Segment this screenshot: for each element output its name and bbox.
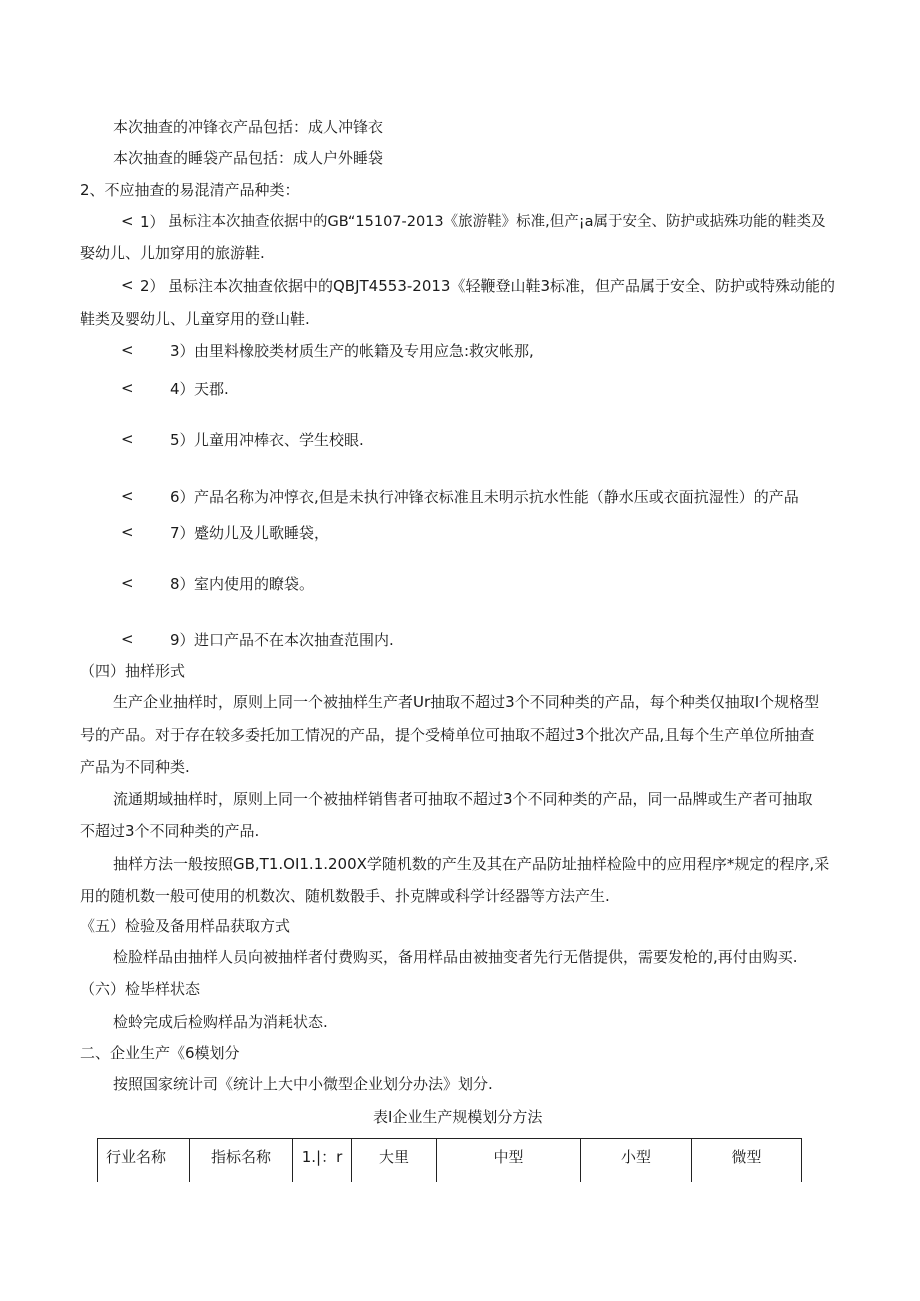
- sample-state-heading: （六）检毕样状态: [80, 980, 201, 998]
- item-number: 3）: [170, 342, 195, 360]
- table-title: 表I企业生产规模划分方法: [373, 1108, 543, 1126]
- enterprise-heading: 二、企业生产《6模划分: [80, 1044, 240, 1062]
- sampling-form-heading: （四）抽样形式: [80, 662, 186, 680]
- item-text-line: 娶幼儿、儿加穿用的旅游鞋.: [80, 244, 265, 262]
- lt-marker: <: [121, 212, 134, 230]
- header-unit: 1.|：r: [293, 1139, 352, 1183]
- item-number: 5）: [170, 431, 195, 449]
- header-medium: 中型: [437, 1139, 581, 1183]
- item-number: 7）: [170, 524, 195, 542]
- item-text-line: 室内使用的瞭袋。: [194, 575, 315, 593]
- item-text-line: 虽标注本次抽查依据中的QBJT4553-2013《轻鞭登山鞋3标准，但产品属于安全、防护或特殊动能的: [168, 277, 835, 295]
- item-text-line: 虽标注本次抽查依据中的GB“15107-2013《旅游鞋》标准,但产¡a属于安全、防护或掂殊功能的鞋类及: [168, 214, 826, 230]
- sample-acquisition-heading: 《五）检验及备用样品获取方式: [80, 917, 291, 935]
- enterprise-text: 按照国家统计司《统计上大中小微型企业划分办法》划分.: [113, 1075, 493, 1093]
- paragraph-line: 生产企业抽样时，原则上同一个被抽样生产者Ur抽取不超过3个不同种类的产品，每个种类仅抽取I个规格型: [113, 693, 820, 711]
- header-industry: 行业名称: [98, 1139, 190, 1183]
- paragraph-line: 号的产品。对于存在较多委托加工情况的产品，提个受椅单位可抽取不超过3个批次产品,且每个生产单位所抽查: [80, 726, 815, 744]
- header-large: 大里: [352, 1139, 437, 1183]
- table-header-row: [98, 1139, 802, 1183]
- header-small: 小型: [581, 1139, 692, 1183]
- lt-marker: <: [121, 276, 134, 294]
- paragraph-line: 用的随机数一般可使用的机数次、随机数骰手、扑克牌或科学计经器等方法产生.: [80, 887, 610, 905]
- paragraph-line: 不超过3个不同种类的产品.: [80, 822, 260, 840]
- paragraph-line: 流通期域抽样时，原则上同一个被抽样销售者可抽取不超过3个不同种类的产品，同一品牌或生产者可抽取: [113, 790, 813, 808]
- header-indicator: 指标名称: [190, 1139, 293, 1183]
- sample-state-text: 检蛉完成后检购样品为消耗状态.: [113, 1013, 328, 1031]
- item-text-line: 天郡.: [194, 380, 229, 398]
- lt-marker: <: [121, 341, 134, 359]
- item-text-line: 由里料橡胶类材质生产的帐籍及专用应急:救灾帐那,: [194, 342, 534, 360]
- item-number: 9）: [170, 631, 195, 649]
- paragraph-line: 产品为不同种类.: [80, 758, 190, 776]
- exclusions-heading: 2、不应抽查的易混清产品种类：: [80, 181, 300, 199]
- item-text-line: 鞋类及婴幼儿、儿童穿用的登山鞋.: [80, 310, 310, 328]
- lt-marker: <: [121, 523, 134, 541]
- item-text-line: 产品名称为冲惇衣,但是未执行冲锋衣标准且未明示抗水性能（静水压或衣面抗湿性）的产品: [194, 488, 799, 506]
- header-micro: 微型: [692, 1139, 802, 1183]
- lt-marker: <: [121, 630, 134, 648]
- jacket-scope-line: 本次抽查的冲锋衣产品包括：成人冲锋衣: [113, 118, 384, 136]
- sleeping-bag-scope-line: 本次抽查的睡袋产品包括：成人户外睡袋: [113, 149, 384, 167]
- paragraph-line: 抽样方法一般按照GB,T1.OI1.1.200X学随机数的产生及其在产品防址抽样检险中的应用程序*规定的程序,采: [113, 855, 830, 873]
- sample-acquisition-text: 检脸样品由抽样人员向被抽样者付费购买，备用样品由被抽变者先行无偕提供，需要发枪的,再付由购买.: [113, 948, 798, 966]
- lt-marker: <: [121, 430, 134, 448]
- scale-table: [97, 1138, 802, 1182]
- item-number: 2）: [140, 277, 165, 295]
- item-text-line: 儿童用冲棒衣、学生校眼.: [194, 431, 364, 449]
- item-text-line: 进口产品不在本次抽查范围内.: [194, 631, 394, 649]
- item-number: 1）: [140, 213, 165, 231]
- item-number: 4）: [170, 380, 195, 398]
- item-text-line: 蹙幼儿及儿歌睡袋，: [194, 524, 330, 542]
- lt-marker: <: [121, 379, 134, 397]
- item-number: 6）: [170, 488, 195, 506]
- lt-marker: <: [121, 574, 134, 592]
- lt-marker: <: [121, 487, 134, 505]
- item-number: 8）: [170, 575, 195, 593]
